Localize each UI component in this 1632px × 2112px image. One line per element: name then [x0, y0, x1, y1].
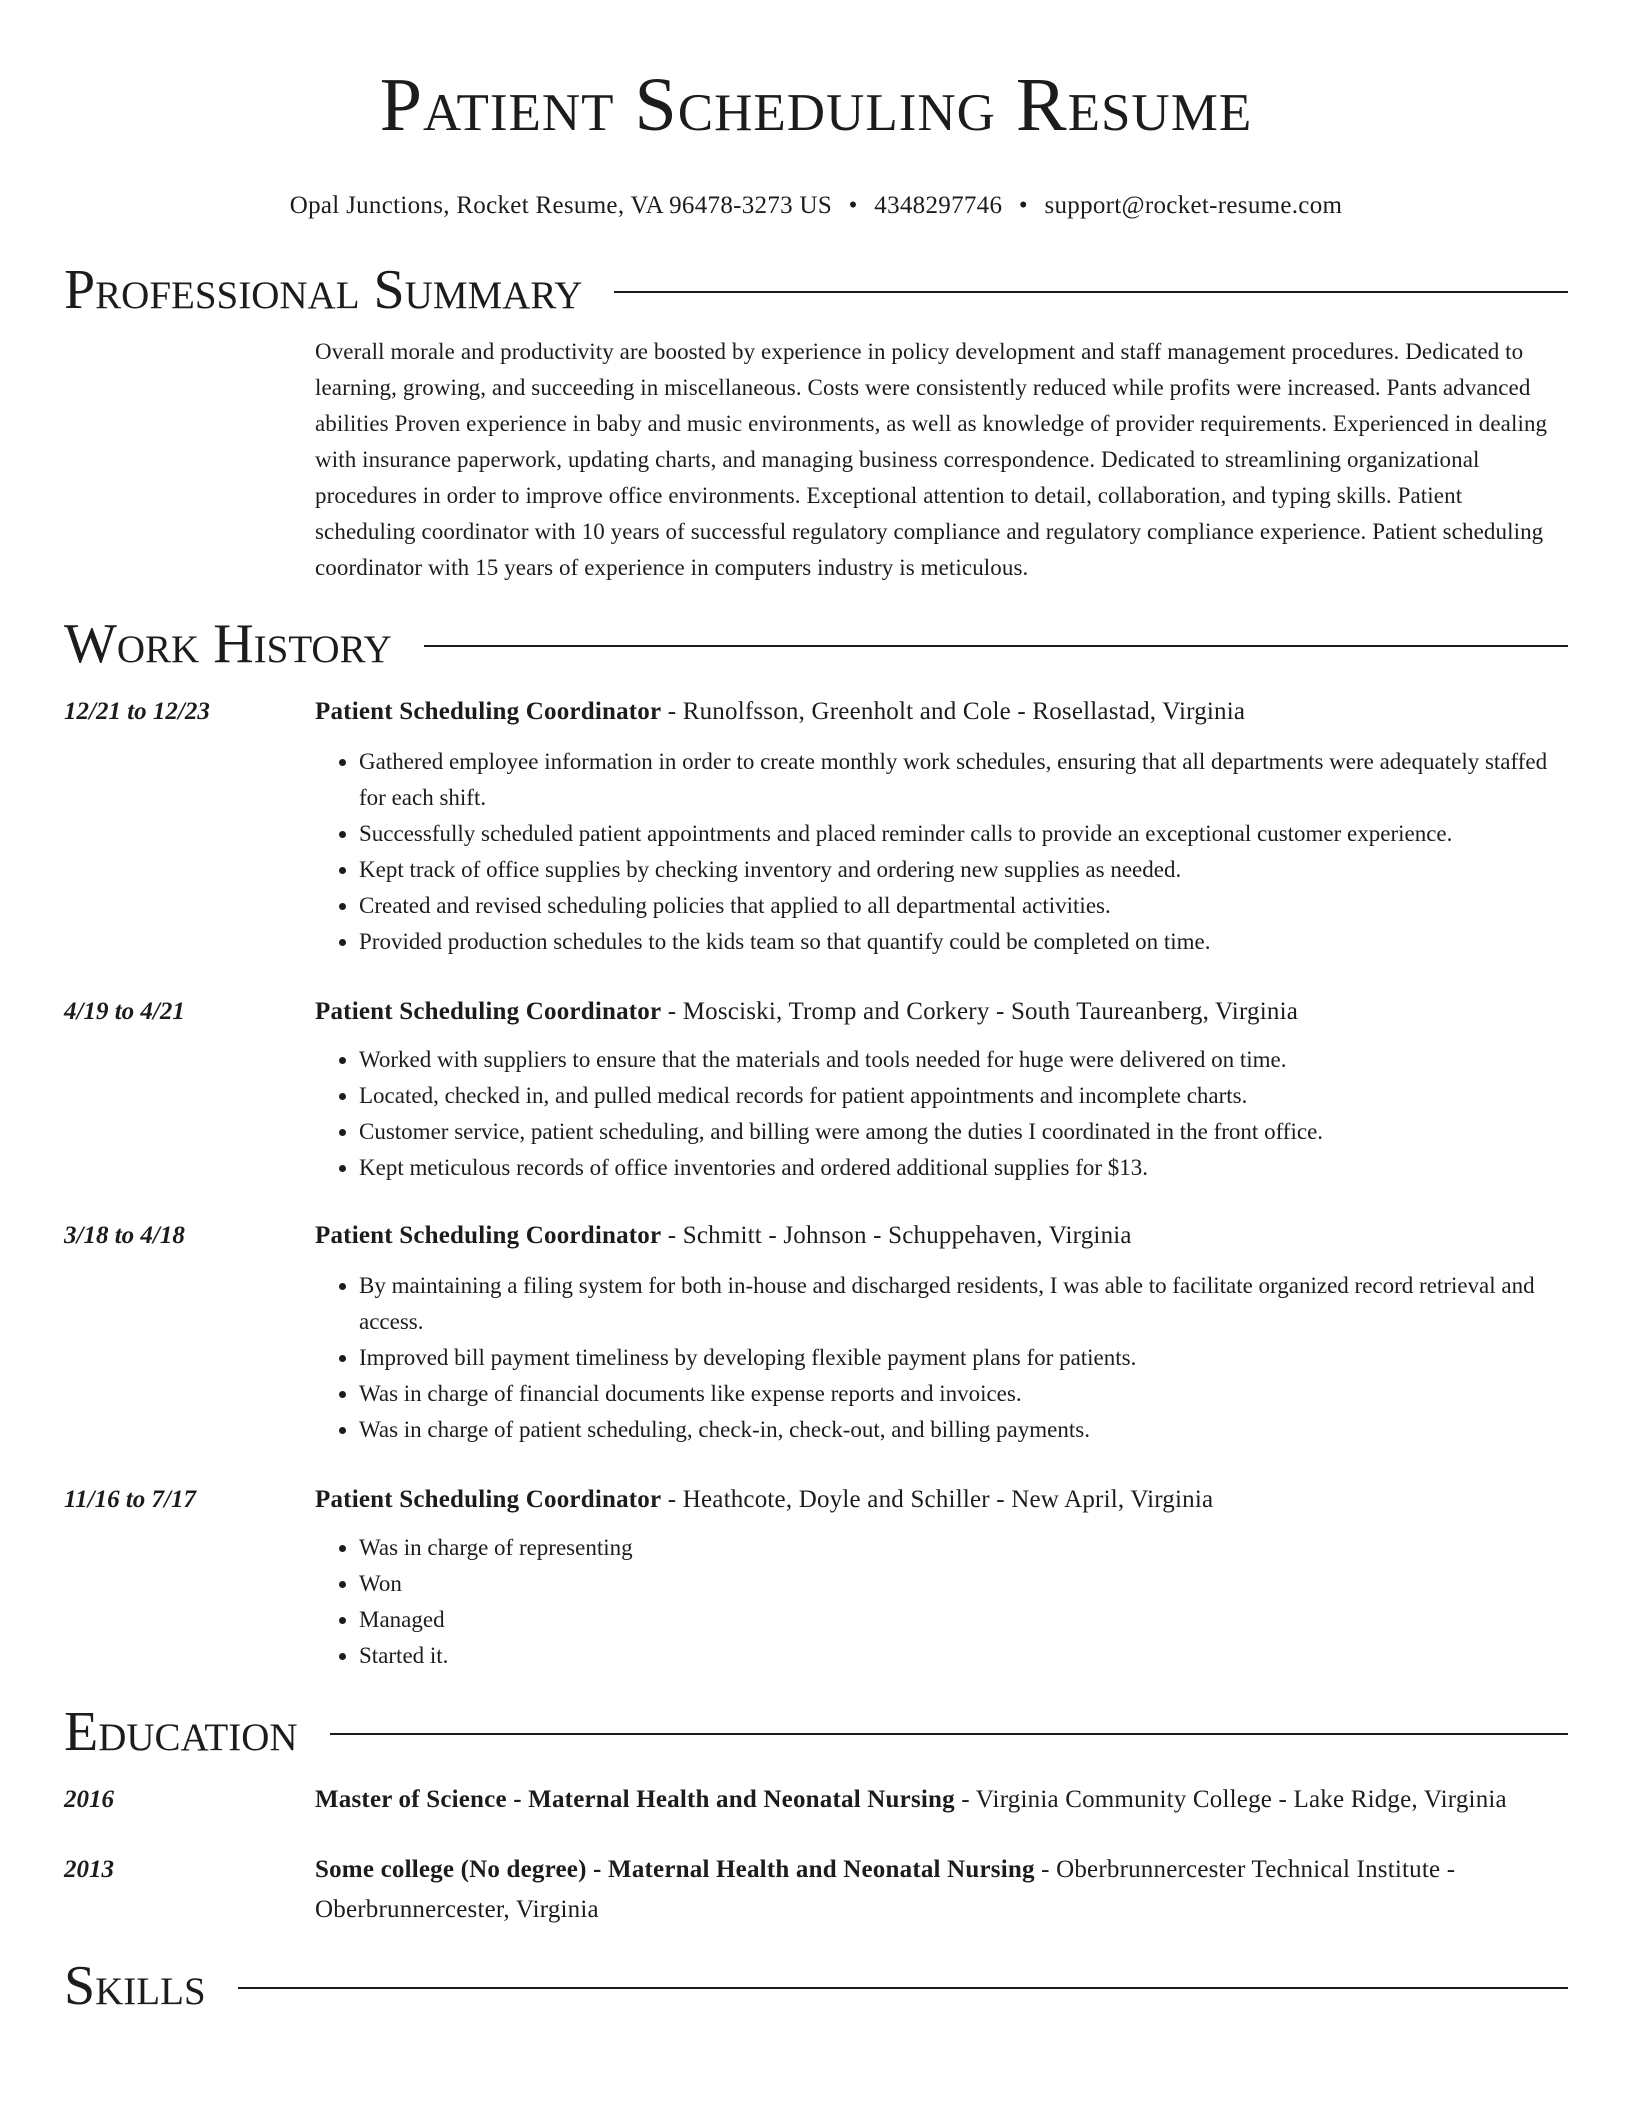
education-heading: Education: [64, 1701, 298, 1763]
job-heading: [315, 692, 1568, 732]
job-bullet: • Started it.: [359, 1638, 1568, 1674]
summary-text: Overall morale and productivity are boosted by experience in policy development and staff management procedures. Dedicated to learning, growing, and succeeding in miscellaneous. Costs were consistently reduced while profits were increased. Pants advanced abilities Proven experience in baby and music environments, as well as knowledge of provider requirements. Experienced in dealing with insurance paperwork, updating charts, and managing business correspondence. Dedicated to streamlining organizational procedures in order to improve office environments. Exceptional attention to detail, collaboration, and typing skills. Patient scheduling coordinator with 10 years of successful regulatory compliance and regulatory compliance experience. Patient scheduling coordinator with 15 years of experience in computers industry is meticulous.: [315, 339, 1548, 580]
education-entry: [64, 1780, 1568, 1820]
education-details: - Virginia Community College - Lake Ridge, Virginia: [954, 1786, 1507, 1813]
section-rule: [330, 1733, 1568, 1735]
job-bullet: • Kept track of office supplies by checking inventory and ordering new supplies as needed.: [359, 852, 1568, 888]
job-bullet: • Customer service, patient scheduling, and billing were among the duties I coordinated in the front office.: [359, 1114, 1568, 1150]
education-details: - Oberbrunnercester Technical Institute - Oberbrunnercester, Virginia: [315, 1856, 1456, 1923]
job-bullet: • Kept meticulous records of office inventories and ordered additional supplies for $13.: [359, 1150, 1568, 1186]
job-bullet: • Located, checked in, and pulled medical records for patient appointments and incomplete charts.: [359, 1078, 1568, 1114]
education-heading-line: [315, 1850, 1568, 1930]
section-rule: [424, 645, 1568, 647]
job-entry: [64, 692, 1568, 960]
job-entry: [64, 1216, 1568, 1448]
job-details: - Heathcote, Doyle and Schiller - New April, Virginia: [661, 1486, 1214, 1513]
contact-separator: •: [1018, 192, 1028, 219]
job-heading: [315, 1216, 1568, 1256]
education-year: 2016: [64, 1786, 114, 1813]
skills-section-header: [64, 1954, 1568, 2018]
contact-line: [64, 190, 1568, 222]
education-content: [315, 1850, 1568, 1930]
work-history-list: [64, 692, 1568, 1674]
job-bullets: [315, 744, 1568, 960]
job-bullet: • Managed: [359, 1602, 1568, 1638]
job-bullets: [315, 1268, 1568, 1448]
resume-page: [64, 0, 1568, 2018]
job-bullet: • Provided production schedules to the kids team so that quantify could be completed on time.: [359, 924, 1568, 960]
contact-separator: •: [848, 192, 858, 219]
job-bullet: • Created and revised scheduling policies that applied to all departmental activities.: [359, 888, 1568, 924]
contact-address: Opal Junctions, Rocket Resume, VA 96478-3273 US: [289, 192, 833, 219]
section-rule: [614, 291, 1568, 293]
section-rule: [238, 1987, 1568, 1989]
job-bullet: • Worked with suppliers to ensure that the materials and tools needed for huge were delivered on time.: [359, 1042, 1568, 1078]
job-details: - Runolfsson, Greenholt and Cole - Rosellastad, Virginia: [661, 698, 1246, 725]
job-title: Patient Scheduling Coordinator: [315, 1222, 662, 1249]
education-heading-line: [315, 1780, 1568, 1820]
education-entry: [64, 1850, 1568, 1930]
job-details: - Mosciski, Tromp and Corkery - South Taureanberg, Virginia: [661, 998, 1299, 1025]
job-title: Patient Scheduling Coordinator: [315, 1486, 662, 1513]
job-bullet: • Won: [359, 1566, 1568, 1602]
job-dates: 11/16 to 7/17: [64, 1486, 196, 1513]
job-bullet: • Was in charge of financial documents like expense reports and invoices.: [359, 1376, 1568, 1412]
work-section-header: [64, 612, 1568, 676]
job-bullet: • Was in charge of representing: [359, 1530, 1568, 1566]
education-degree: Some college (No degree) - Maternal Health and Neonatal Nursing: [315, 1856, 1035, 1883]
job-bullet: • Successfully scheduled patient appointments and placed reminder calls to provide an exceptional customer experience.: [359, 816, 1568, 852]
education-list: [64, 1780, 1568, 1930]
contact-phone: 4348297746: [874, 192, 1003, 219]
resume-title: Patient Scheduling Resume: [379, 63, 1253, 147]
job-bullet: • Was in charge of patient scheduling, check-in, check-out, and billing payments.: [359, 1412, 1568, 1448]
job-bullet: • By maintaining a filing system for both in-house and discharged residents, I was able to facilitate organized record retrieval and access.: [359, 1268, 1568, 1340]
job-title: Patient Scheduling Coordinator: [315, 698, 662, 725]
job-title: Patient Scheduling Coordinator: [315, 998, 662, 1025]
education-degree: Master of Science - Maternal Health and Neonatal Nursing: [315, 1786, 955, 1813]
skills-heading: Skills: [64, 1955, 206, 2017]
job-entry: [64, 1480, 1568, 1674]
job-content: [315, 692, 1568, 960]
education-content: [315, 1780, 1568, 1820]
contact-email: support@rocket-resume.com: [1044, 192, 1343, 219]
job-details: - Schmitt - Johnson - Schuppehaven, Virginia: [661, 1222, 1132, 1249]
job-bullets: [315, 1530, 1568, 1674]
job-dates: 4/19 to 4/21: [64, 998, 185, 1025]
job-bullets: [315, 1042, 1568, 1186]
job-content: [315, 1480, 1568, 1674]
work-heading: Work History: [64, 613, 392, 675]
summary-heading: Professional Summary: [64, 259, 583, 321]
job-dates: 12/21 to 12/23: [64, 698, 210, 725]
summary-section-header: [64, 258, 1568, 322]
job-heading: [315, 1480, 1568, 1520]
job-dates: 3/18 to 4/18: [64, 1222, 185, 1249]
job-content: [315, 992, 1568, 1186]
education-section-header: [64, 1700, 1568, 1764]
job-bullet: • Gathered employee information in order to create monthly work schedules, ensuring that all departments were adequately staffed for each shift.: [359, 744, 1568, 816]
job-entry: [64, 992, 1568, 1186]
education-year: 2013: [64, 1856, 114, 1883]
job-bullet: • Improved bill payment timeliness by developing flexible payment plans for patients.: [359, 1340, 1568, 1376]
job-content: [315, 1216, 1568, 1448]
job-heading: [315, 992, 1568, 1032]
